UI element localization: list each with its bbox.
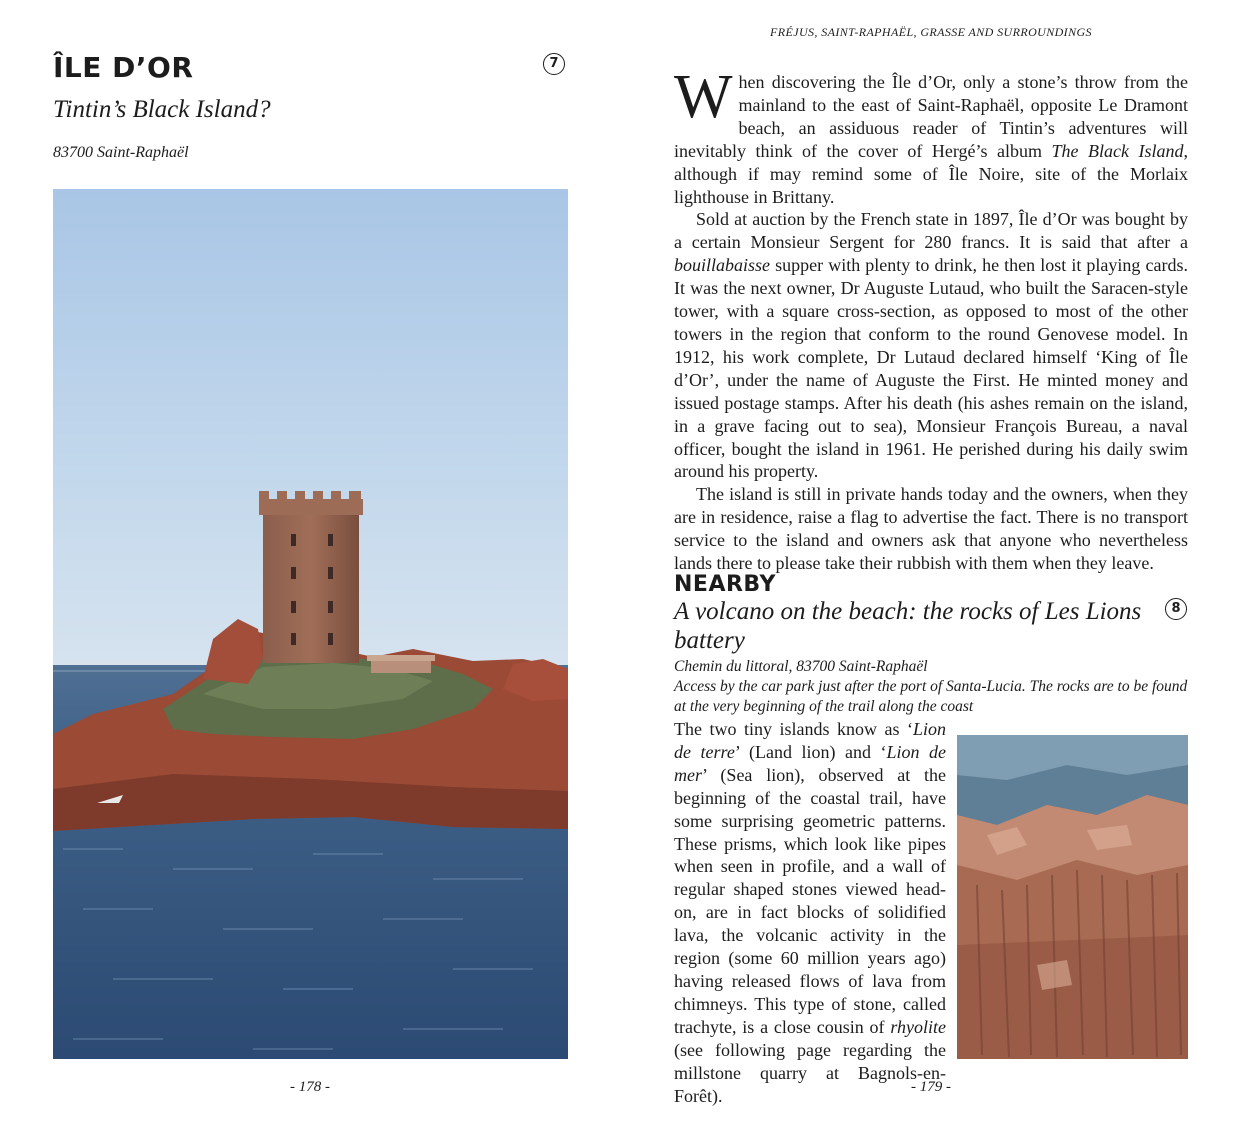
drop-cap: W xyxy=(674,63,733,131)
nearby-text-3: ’ (Sea lion), observed at the beginning of the coastal trail, have some surprising geometric patterns. These prisms, which look like pipes when seen in profile, and a wall of regular shaped stones viewed head-on, are in fact blocks of solidified lava, the volcanic activity in the region (some 60 million years ago) having released flows of lava from chimneys. This type of stone, called trachyte, is a close cousin of xyxy=(674,764,946,1037)
ile-dor-tower-photo xyxy=(53,189,568,1059)
p1-text: hen discovering the Île d’Or, only a stone’s throw from the mainland to the east of Saint-Raphaël, opposite Le Dramont beach, an assiduous reader of Tintin’s adventures will inevitably think of the cover of Hergé’s album xyxy=(674,72,1188,161)
entry-number-badge-nearby: 8 xyxy=(1165,598,1187,620)
nearby-meta xyxy=(674,657,1188,717)
p2-text-end: supper with plenty to drink, he then lost it playing cards. It was the next owner, Dr Auguste Lutaud, who built the Saracen-style tower, with a square cross-section, as opposed to most of the other towers in the region that conform to the round Genovese model. In 1912, his work complete, Dr Lutaud declared himself ‘King of Île d’Or’, under the name of Auguste the First. He minted money and issued postage stamps. After his death (his ashes remain on the island, in a grave facing out to sea), Monsieur François Bureau, a naval officer, bought the island in 1961. He perished during his daily swim around his property. xyxy=(674,255,1188,482)
entry-number-badge: 7 xyxy=(543,53,565,75)
nearby-address: Chemin du littoral, 83700 Saint-Raphaël xyxy=(674,658,928,675)
nearby-access: Access by the car park just after the port of Santa-Lucia. The rocks are to be found at the very beginning of the trail along the coast xyxy=(674,678,1188,715)
nearby-subtitle: A volcano on the beach: the rocks of Les Lions battery xyxy=(674,598,1142,654)
p2-text: Sold at auction by the French state in 1897, Île d’Or was bought by a certain Monsieur Sergent for 280 francs. It is said that after a xyxy=(674,209,1188,253)
nearby-text-2: ’ (Land lion) and ‘ xyxy=(734,741,887,762)
paragraph-3: The island is still in private hands today and the owners, when they are in residence, raise a flag to advertise the fact. There is no transport service to the island and owners ask that anyone who nevertheless lands there to please take their rubbish with them when they leave. xyxy=(674,484,1188,574)
nearby-text-4: (see following page regarding the millstone quarry at Bagnols-en-Forêt). xyxy=(674,1039,946,1106)
page-title: ÎLE D’OR xyxy=(53,51,194,84)
p1-text-end: , although if may remind some of Île Noire, site of the Morlaix lighthouse in Brittany. xyxy=(674,140,1188,207)
nearby-heading: NEARBY xyxy=(674,572,776,597)
album-title: The Black Island xyxy=(1051,140,1184,161)
p2-italic: bouillabaisse xyxy=(674,255,771,276)
lion-de-terre: Lion de terre xyxy=(674,719,946,762)
page-folio-right: - 179 - xyxy=(911,1079,951,1095)
nearby-paragraph xyxy=(674,718,946,1107)
page-subtitle: Tintin’s Black Island? xyxy=(53,96,271,123)
running-head: FRÉJUS, SAINT-RAPHAËL, GRASSE AND SURROUNDINGS xyxy=(770,25,1092,39)
rhyolite: rhyolite xyxy=(890,1016,946,1037)
nearby-text-1: The two tiny islands know as ‘ xyxy=(674,719,913,739)
lion-de-mer: Lion de mer xyxy=(674,741,946,785)
page-folio-left: - 178 - xyxy=(290,1079,330,1095)
nearby-article xyxy=(674,718,946,1107)
main-article xyxy=(674,63,1188,575)
paragraph-1 xyxy=(674,63,1188,208)
address: 83700 Saint-Raphaël xyxy=(53,144,189,161)
rocks-photo xyxy=(957,735,1188,1059)
paragraph-2 xyxy=(674,208,1188,483)
